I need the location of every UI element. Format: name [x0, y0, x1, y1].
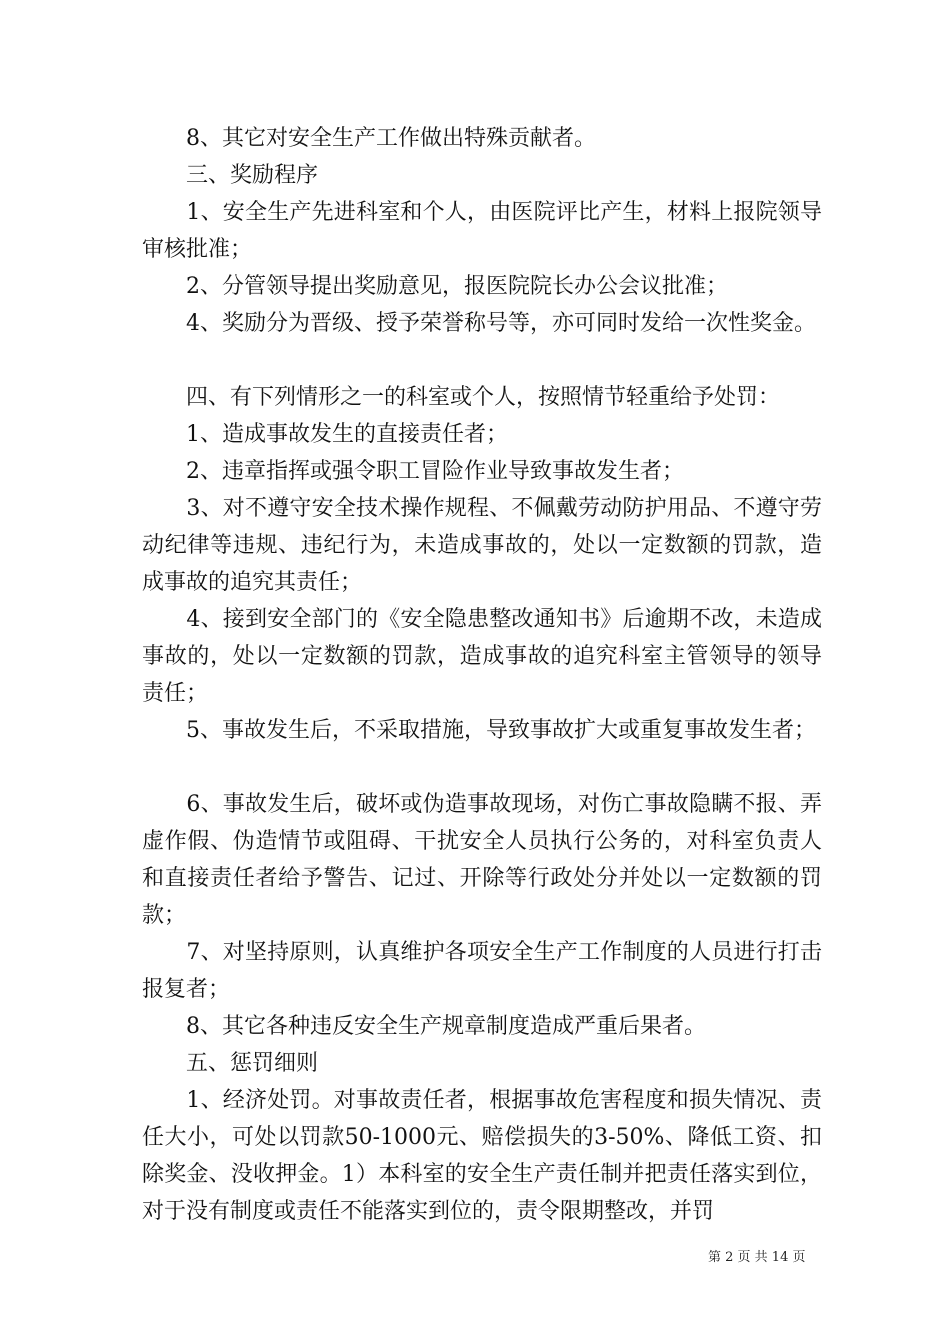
paragraph: 7、对坚持原则，认真维护各项安全生产工作制度的人员进行打击报复者；	[142, 940, 822, 1002]
page-number: 第 2 页 共 14 页	[708, 1250, 806, 1265]
paragraph: 1、安全生产先进科室和个人，由医院评比产生，材料上报院领导审核批准；	[142, 200, 822, 262]
paragraph: 8、其它对安全生产工作做出特殊贡献者。	[142, 126, 596, 151]
paragraph: 4、奖励分为晋级、授予荣誉称号等，亦可同时发给一次性奖金。	[142, 311, 816, 336]
paragraph: 1、造成事故发生的直接责任者；	[142, 422, 508, 447]
paragraph: 6、事故发生后，破坏或伪造事故现场，对伤亡事故隐瞒不报、弄虚作假、伪造情节或阻碍、干扰安全人员执行公务的，对科室负责人和直接责任者给予警告、记过、开除等行政处分并处以一定数额的罚款；	[142, 792, 822, 928]
paragraph: 2、分管领导提出奖励意见，报医院院长办公会议批准；	[142, 274, 728, 299]
section-heading: 五、惩罚细则	[142, 1051, 319, 1076]
paragraph: 4、接到安全部门的《安全隐患整改通知书》后逾期不改，未造成事故的，处以一定数额的罚款，造成事故的追究科室主管领导的领导责任；	[142, 607, 822, 706]
section-heading: 四、有下列情形之一的科室或个人，按照情节轻重给予处罚：	[142, 385, 781, 410]
paragraph: 5、事故发生后，不采取措施，导致事故扩大或重复事故发生者；	[142, 718, 816, 743]
paragraph: 3、对不遵守安全技术操作规程、不佩戴劳动防护用品、不遵守劳动纪律等违规、违纪行为，未造成事故的，处以一定数额的罚款，造成事故的追究其责任；	[142, 496, 822, 595]
paragraph: 1、经济处罚。对事故责任者，根据事故危害程度和损失情况、责任大小，可处以罚款50-1000元、赔偿损失的3-50%、降低工资、扣除奖金、没收押金。1）本科室的安全生产责任制并把责任落实到位，对于没有制度或责任不能落实到位的，责令限期整改，并罚	[142, 1088, 822, 1224]
section-heading: 三、奖励程序	[142, 163, 319, 188]
paragraph: 8、其它各种违反安全生产规章制度造成严重后果者。	[142, 1014, 706, 1039]
paragraph: 2、违章指挥或强令职工冒险作业导致事故发生者；	[142, 459, 684, 484]
